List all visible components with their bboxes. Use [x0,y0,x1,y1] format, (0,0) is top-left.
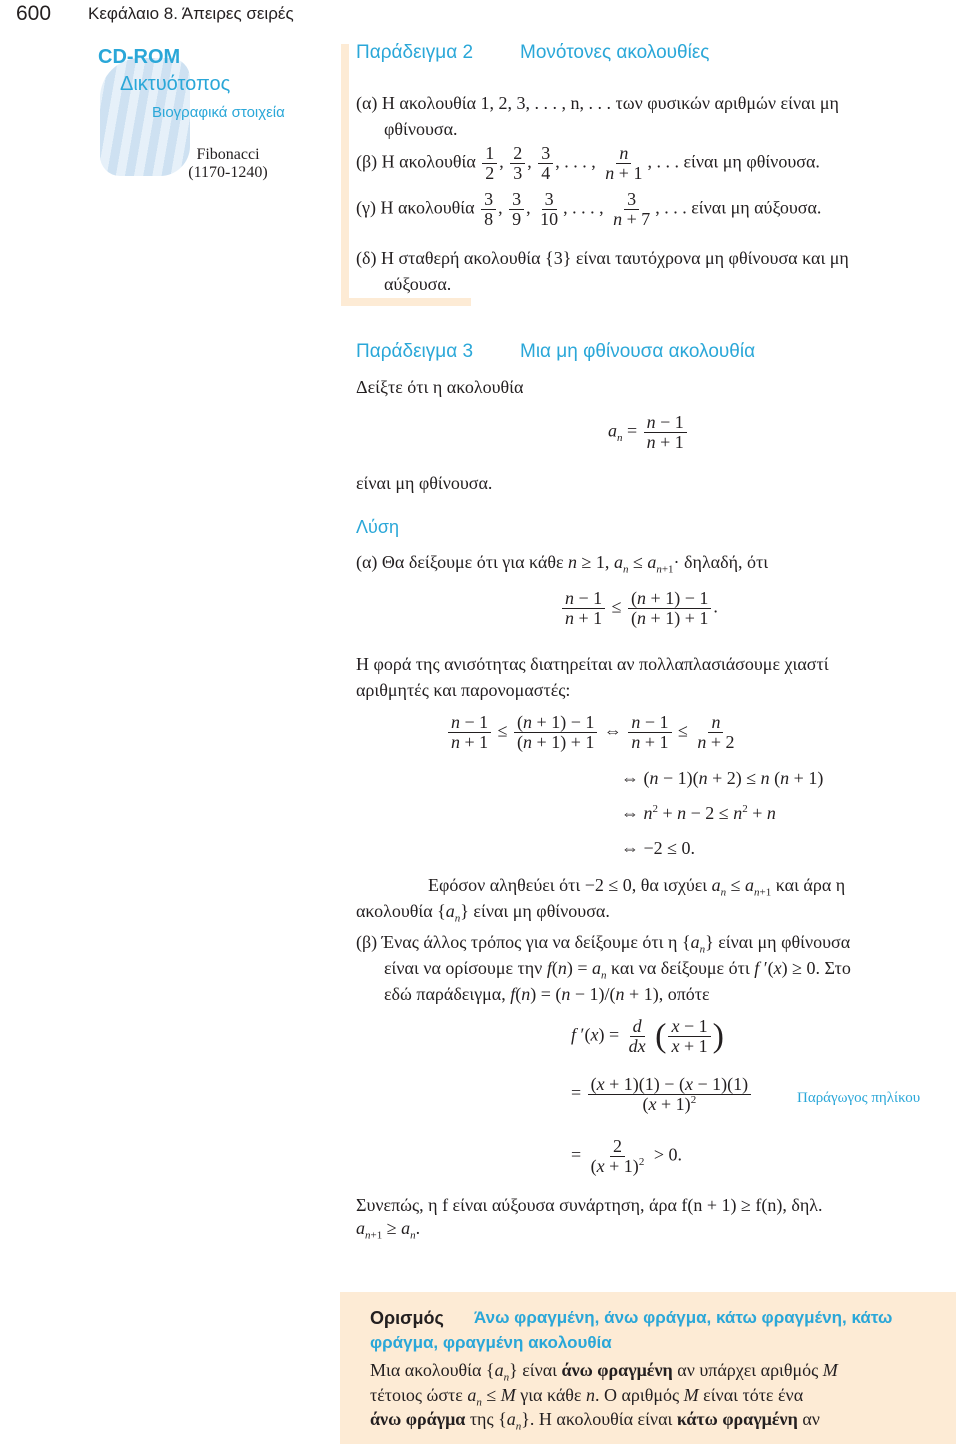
ex3-outro: είναι μη φθίνουσα. [356,473,493,493]
sol-a-line: (α) Θα δείξουμε ότι για κάθε n ≥ 1, $a_n \le a_{n+1}\cdot \delta\eta\lambda\alpha\delta ή$, ότι [356,552,769,576]
example-3-title: Μια μη φθίνουσα ακολουθία [520,341,756,362]
definition-label: Ορισμός [370,1308,444,1328]
sol-conclusion-line2: $a_{n+1} \ge a_n$. [356,1218,421,1242]
ex3-formula: $a_n$ = $\frac{n - 1}{n + 1}$ [608,413,689,452]
sol-chain-3: ⇔ $n^2 + n - 2 \le n^2 + n$ [621,803,776,823]
example-2-label: Παράδειγμα 2 [356,42,474,63]
sol-para1-line1: Η φορά της ανισότητας διατηρείται αν πολλαπλασιάσουμε χιαστί [356,654,829,674]
chapter-title: Κεφάλαιο 8. Άπειρες σειρές [88,4,294,23]
sol-conclusion-line1: Συνεπώς, η f είναι αύξουσα συνάρτηση, άρα f(n + 1) ≥ f(n), δηλ. [356,1195,823,1215]
solution-label: Λύση [356,517,399,537]
ex2-a-line1: (α) Η ακολουθία 1, 2, 3, . . . , n, . . . των φυσικών αριθμών είναι μη [356,93,839,113]
sol-chain-4: ⇔ −2 ≤ 0. [621,838,696,858]
example-2-title: Μονότονες ακολουθίες [520,42,710,63]
definition-line1: Μια ακολουθία $\{a_n\}$ είναι άνω φραγμένη αν υπάρχει αριθμός M [370,1360,838,1384]
sol-deriv-1: f ′(x) = $\frac{d}{dx}$ ( $\frac{x - 1}{x + 1}$ ) [571,1016,724,1056]
ex2-b-line: (β) Η ακολουθία $\frac{1}{2}$ , $\frac{2}{3}$ , $\frac{3}{4}$ , . . . , $\frac{n}{n + 1}$ , . . . είναι μη φθίνουσα. [356,143,820,183]
page-number: 600 [16,2,52,25]
sol-b-line1: (β) Ένας άλλος τρόπος για να δείξουμε ότι η $\{a_n\}$ είναι μη φθίνουσα [356,932,851,956]
ex2-a-line2: φθίνουσα. [384,119,458,139]
sol-chain-2: ⇔ (n − 1)(n + 2) ≤ n (n + 1) [621,768,824,788]
ex2-d-line1: (δ) Η σταθερή ακολουθία {3} είναι ταυτόχρονα μη φθίνουσα και μη [356,248,849,268]
sol-ineq-1: $\frac{n - 1}{n + 1}$ ≤ $\frac{(n + 1) - 1}{(n + 1) + 1}$ . [560,589,718,628]
quotient-rule-note: Παράγωγος πηλίκου [797,1090,921,1106]
ex2-c-line: (γ) Η ακολουθία $\frac{3}{8}$ , $\frac{3}{9}$ , $\frac{3}{10}$ , . . . , $\frac{3}{n + 7}$ , . . . είναι μη αύξουσα. [356,189,822,229]
sol-deriv-3: = $\frac{2}{(x + 1)^2}$ > 0. [571,1136,682,1176]
person-years: (1170-1240) [188,164,268,181]
definition-title-line1: Άνω φραγμένη, άνω φράγμα, κάτω φραγμένη, κάτω [474,1308,893,1327]
example-3-label: Παράδειγμα 3 [356,341,474,362]
sol-para1-line2: αριθμητές και παρονομαστές: [356,680,571,700]
sol-deriv-2: = $\frac{(x + 1)(1) - (x - 1)(1)}{(x + 1)^2}$ [571,1075,753,1114]
example-bar [341,44,349,306]
cdrom-label: CD-ROM [98,46,181,68]
website-label: Δικτυότοπος [120,73,231,95]
bio-label: Βιογραφικά στοιχεία [152,104,285,121]
definition-line2: τέτοιος ώστε $a_n \le M$ για κάθε n. Ο αριθμός M είναι τότε ένα [370,1385,804,1409]
ex2-d-line2: αύξουσα. [384,274,452,294]
sol-b-line3: εδώ παράδειγμα, f(n) = (n − 1)/(n + 1), οπότε [384,984,710,1004]
sol-since-line1: Εφόσον αληθεύει ότι −2 ≤ 0, θα ισχύει $a_n \le a_{n+1}$ και άρα η [428,875,846,899]
definition-title-line2: φράγμα, φραγμένη ακολουθία [370,1333,612,1352]
ex3-intro: Δείξτε ότι η ακολουθία [356,377,524,397]
sol-since-line2: ακολουθία $\{a_n\}$ είναι μη φθίνουσα. [356,901,610,925]
sol-b-line2: είναι να ορίσουμε την $f(n) = a_n$ και να δείξουμε ότι f ′(x) ≥ 0. Στο [384,958,851,982]
sol-chain-1: $\frac{n - 1}{n + 1}$ ≤ $\frac{(n + 1) - 1}{(n + 1) + 1}$ ⇔ $\frac{n - 1}{n + 1}$ ≤ $\frac{n}{n + 2}$ [446,713,740,752]
definition-line3: άνω φράγμα της $\{a_n\}$. Η ακολουθία είναι κάτω φραγμένη αν [370,1409,820,1433]
example-bar-bottom [341,298,471,306]
person-name: Fibonacci [196,146,260,163]
